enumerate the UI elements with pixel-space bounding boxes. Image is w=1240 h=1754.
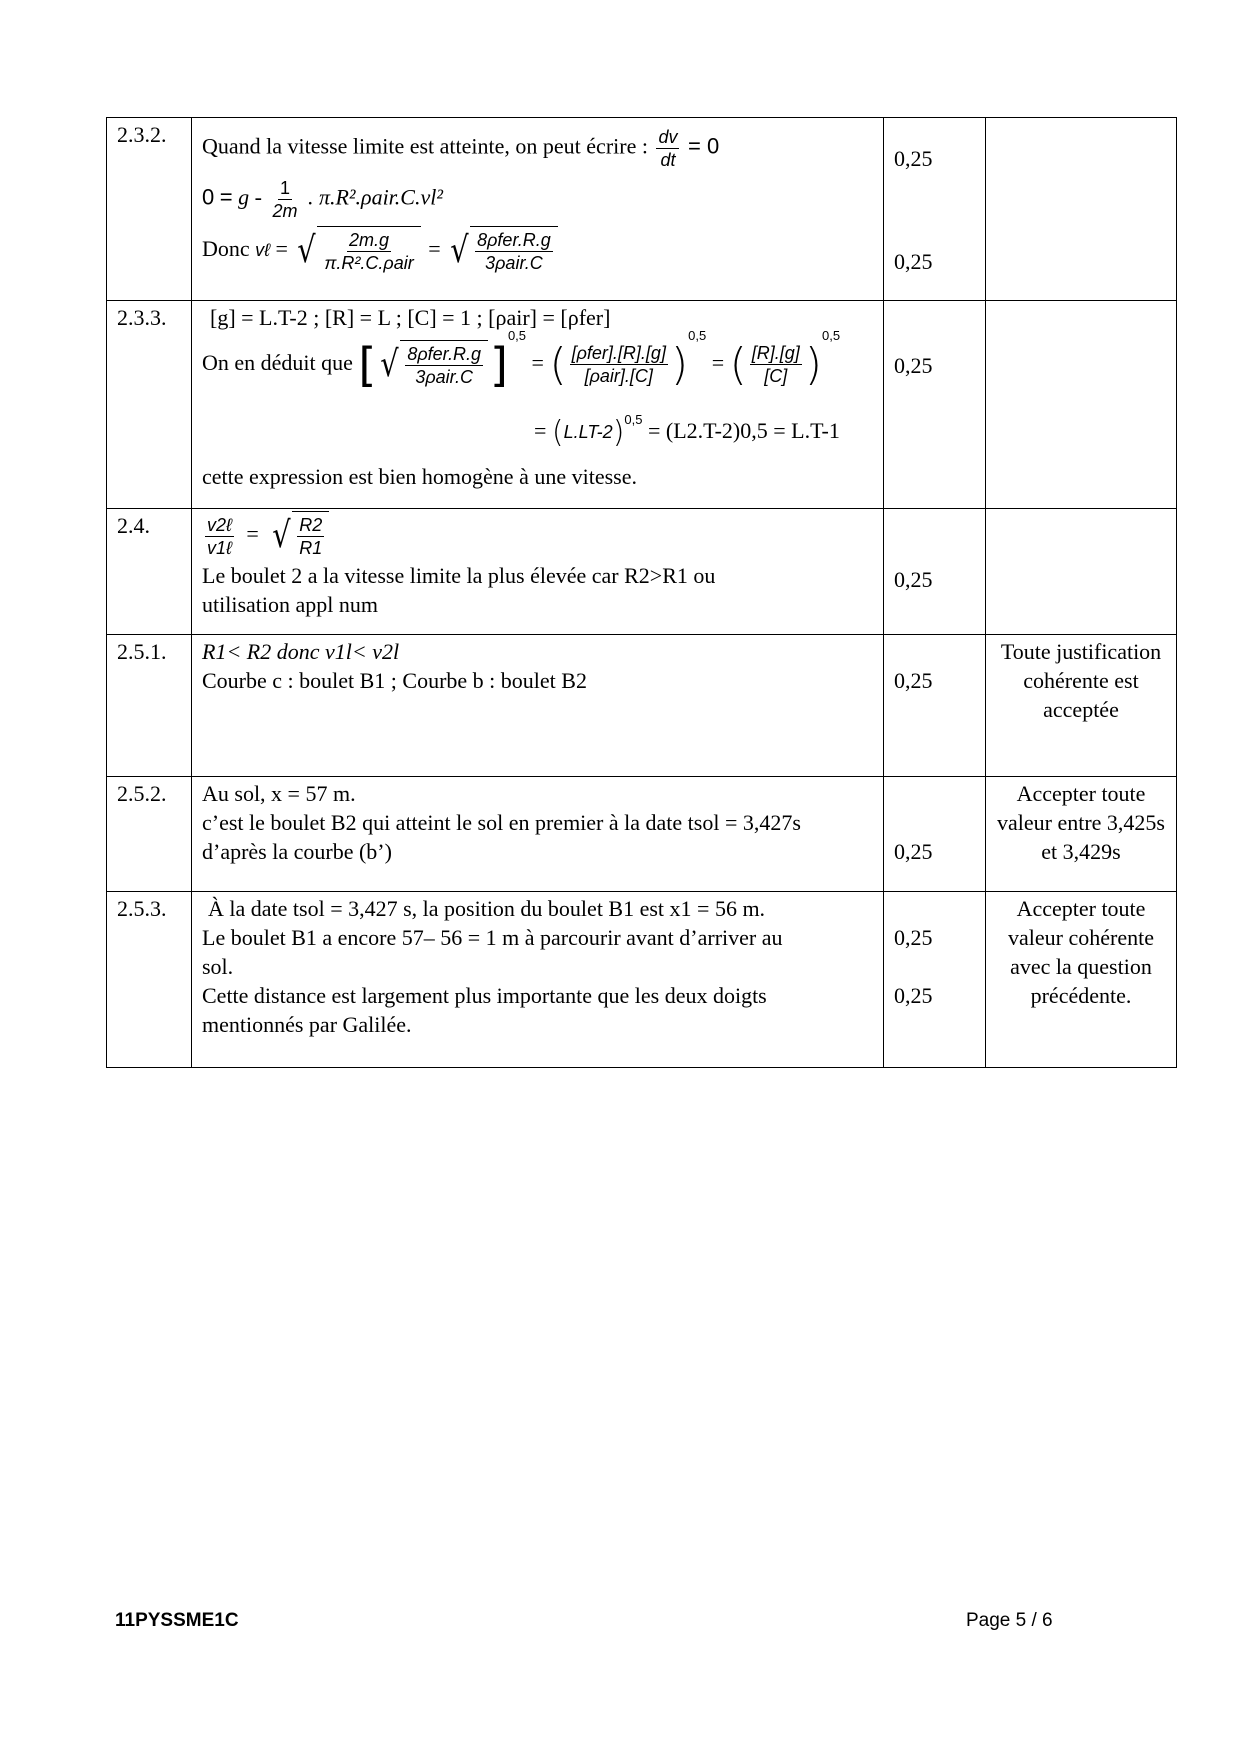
- answer-cell: [192, 892, 884, 1068]
- answer-text: cette expression est bien homogène à une vitesse.: [202, 463, 637, 489]
- answer-cell: [192, 777, 884, 892]
- points-value: 0,25: [894, 839, 933, 864]
- answer-text: c’est le boulet B2 qui atteint le sol en premier à la date tsol = 3,427s: [202, 810, 801, 835]
- answer-text: Quand la vitesse limite est atteinte, on peut écrire :: [202, 133, 648, 159]
- fraction: $\frac{1}{2m}$: [272, 178, 298, 221]
- note-cell: Accepter toute valeur cohérente avec la question précédente.: [986, 892, 1177, 1068]
- question-number: 2.3.3.: [107, 301, 192, 509]
- note-cell: [986, 118, 1177, 301]
- square-root: √ $\frac{2m.g}{\text{π.R².C.ρair}}$: [295, 226, 420, 276]
- answer-text: À la date tsol = 3,427 s, la position du boulet B1 est x1 = 56 m.: [208, 896, 766, 921]
- answer-text: Le boulet 2 a la vitesse limite la plus élevée car R2>R1 ou: [202, 563, 716, 588]
- answer-text: d’après la courbe (b’): [202, 839, 392, 864]
- answer-text: Cette distance est largement plus importante que les deux doigts: [202, 983, 767, 1008]
- note-cell: [986, 301, 1177, 509]
- points-value: 0,25: [894, 249, 933, 274]
- points-cell: [884, 301, 986, 509]
- formula-text: . π.R².ρair.C.vl²: [307, 184, 443, 210]
- points-cell: [884, 635, 986, 777]
- points-value: 0,25: [894, 567, 933, 592]
- answer-text: Au sol, x = 57 m.: [202, 781, 356, 806]
- derivative-fraction: $\frac{dv}{dt}$: [658, 127, 678, 170]
- table-row: [107, 118, 1177, 301]
- question-number: 2.3.2.: [107, 118, 192, 301]
- table-row: [107, 635, 1177, 777]
- answer-cell: Quand la vitesse limite est atteinte, on peut écrire : $\frac{dv}{dt}$ = 0 0 = g - $\frac{1}{2m}$ . π.R².ρair.C.vl² Donc vℓ = √ $\frac{2m.g}{\text{π.R².C.ρair}}$ = √ $\frac{\text{8ρfer.R.g}}{\text{3ρair.C}}$: [192, 118, 884, 301]
- answer-cell: [192, 635, 884, 777]
- table-row: [107, 301, 1177, 509]
- answer-text: Le boulet B1 a encore 57– 56 = 1 m à parcourir avant d’arriver au: [202, 925, 783, 950]
- answer-text: R1< R2 donc v1l< v2l: [202, 639, 400, 664]
- points-value: 0,25: [894, 146, 933, 171]
- points-value: 0,25: [894, 983, 933, 1008]
- table-row: [107, 892, 1177, 1068]
- points-cell: [884, 118, 986, 301]
- page-number: Page 5 / 6: [966, 1610, 1053, 1631]
- note-cell: [986, 509, 1177, 635]
- question-number: 2.5.3.: [107, 892, 192, 1068]
- correction-table: [106, 117, 1177, 1068]
- answer-cell: $\frac{\text{v2ℓ}}{\text{v1ℓ}}$ = √ $\frac{R2}{R1}$ Le boulet 2 a la vitesse limite la plus élevée car R2>R1 ou utilisation appl num: [192, 509, 884, 635]
- document-code: 11PYSSME1C: [115, 1610, 239, 1631]
- answer-text: Courbe c : boulet B1 ; Courbe b : boulet B2: [202, 668, 587, 693]
- points-cell: [884, 509, 986, 635]
- question-number: 2.5.2.: [107, 777, 192, 892]
- table-row: [107, 509, 1177, 635]
- points-value: 0,25: [894, 353, 933, 378]
- points-value: 0,25: [894, 925, 933, 950]
- answer-cell: [g] = L.T-2 ; [R] = L ; [C] = 1 ; [ρair] = [ρfer] On en déduit que [ √ $\frac{\text{8ρfer.R.g}}{\text{3ρair.C}}$ ]$^{0,5}$ = ( $\frac{\text{[ρfer].[R].[g]}}{\text{[ρair].[C]}}$ )$^{0,5}$ = ( $\frac{[R].[g]}{[C]}$ )$^{0,5}$ = $(L.LT-2)^{0,5} = (L2.T-2)0,5 = L.T-1$ cette expression est bien homogène à une vitesse.: [192, 301, 884, 509]
- answer-text: mentionnés par Galilée.: [202, 1012, 412, 1037]
- answer-text: utilisation appl num: [202, 592, 378, 617]
- formula-text: = (L2.T-2)0,5 = L.T-1: [647, 418, 840, 443]
- table-row: [107, 777, 1177, 892]
- points-cell: [884, 777, 986, 892]
- question-number: 2.5.1.: [107, 635, 192, 777]
- square-root: √ $\frac{\text{8ρfer.R.g}}{\text{3ρair.C}}$: [448, 226, 558, 276]
- note-cell: Accepter toute valeur entre 3,425s et 3,429s: [986, 777, 1177, 892]
- points-cell: [884, 892, 986, 1068]
- answer-text: sol.: [202, 954, 234, 979]
- question-number: 2.4.: [107, 509, 192, 635]
- dimension-line: [g] = L.T-2 ; [R] = L ; [C] = 1 ; [ρair] = [ρfer]: [210, 305, 611, 330]
- square-root: √ $\frac{\text{8ρfer.R.g}}{\text{3ρair.C}}$: [378, 340, 488, 390]
- note-cell: Toute justification cohérente est acceptée: [986, 635, 1177, 777]
- square-root: √ $\frac{R2}{R1}$: [270, 511, 329, 561]
- points-value: 0,25: [894, 668, 933, 693]
